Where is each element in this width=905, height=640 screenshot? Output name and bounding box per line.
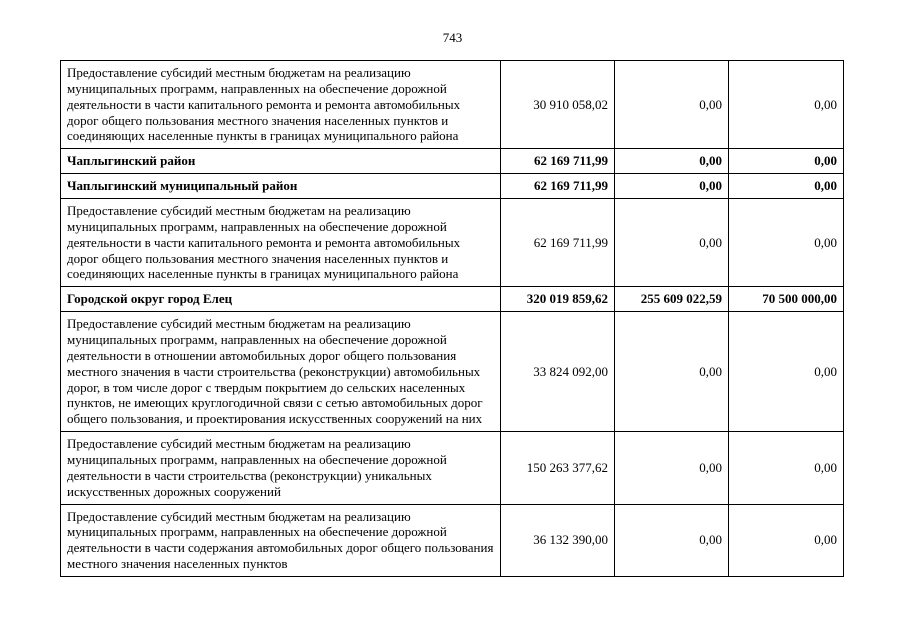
row-value: 62 169 711,99 bbox=[501, 174, 615, 199]
row-value: 0,00 bbox=[615, 504, 729, 576]
row-value: 33 824 092,00 bbox=[501, 312, 615, 432]
row-label: Предоставление субсидий местным бюджетам на реализацию муниципальных программ, направленных на обеспечение дорожной деятельности в части капитального ремонта и ремонта автомобильных дорог общего пользования местного значения населенных пунктов и соединяющих населенные пункты в границах муниципального района bbox=[61, 61, 501, 149]
row-value: 36 132 390,00 bbox=[501, 504, 615, 576]
row-label: Городской округ город Елец bbox=[61, 287, 501, 312]
row-value: 0,00 bbox=[729, 504, 844, 576]
row-label: Предоставление субсидий местным бюджетам на реализацию муниципальных программ, направленных на обеспечение дорожной деятельности в отношении автомобильных дорог общего пользования местного значения в части строительства (реконструкции) автомобильных дорог, в том числе дорог с твердым покрытием до сельских населенных пунктов, не имеющих круглогодичной связи с сетью автомобильных дорог общего пользования, и проектирования искусственных сооружений на них bbox=[61, 312, 501, 432]
row-value: 0,00 bbox=[729, 199, 844, 287]
table-row bbox=[61, 199, 844, 287]
row-value: 0,00 bbox=[729, 61, 844, 149]
row-label: Чаплыгинский муниципальный район bbox=[61, 174, 501, 199]
row-value: 0,00 bbox=[615, 174, 729, 199]
row-value: 0,00 bbox=[615, 199, 729, 287]
row-value: 0,00 bbox=[615, 149, 729, 174]
row-value: 0,00 bbox=[615, 61, 729, 149]
table-row bbox=[61, 61, 844, 149]
table-row-district-total bbox=[61, 149, 844, 174]
row-label: Чаплыгинский район bbox=[61, 149, 501, 174]
row-value: 0,00 bbox=[615, 312, 729, 432]
row-value: 150 263 377,62 bbox=[501, 432, 615, 504]
page-number: 743 bbox=[442, 30, 463, 45]
row-value: 70 500 000,00 bbox=[729, 287, 844, 312]
row-value: 62 169 711,99 bbox=[501, 199, 615, 287]
row-label: Предоставление субсидий местным бюджетам на реализацию муниципальных программ, направленных на обеспечение дорожной деятельности в части капитального ремонта и ремонта автомобильных дорог общего пользования местного значения населенных пунктов и соединяющих населенные пункты в границах муниципального района bbox=[61, 199, 501, 287]
row-label: Предоставление субсидий местным бюджетам на реализацию муниципальных программ, направленных на обеспечение дорожной деятельности в части строительства (реконструкции) уникальных искусственных дорожных сооружений bbox=[61, 432, 501, 504]
row-value: 0,00 bbox=[729, 174, 844, 199]
row-value: 0,00 bbox=[615, 432, 729, 504]
budget-table bbox=[60, 60, 844, 577]
row-value: 0,00 bbox=[729, 312, 844, 432]
row-value: 255 609 022,59 bbox=[615, 287, 729, 312]
table-row bbox=[61, 504, 844, 576]
row-value: 62 169 711,99 bbox=[501, 149, 615, 174]
table-row bbox=[61, 312, 844, 432]
row-value: 0,00 bbox=[729, 149, 844, 174]
row-label: Предоставление субсидий местным бюджетам на реализацию муниципальных программ, направленных на обеспечение дорожной деятельности в части содержания автомобильных дорог общего пользования местного значения населенных пунктов bbox=[61, 504, 501, 576]
row-value: 30 910 058,02 bbox=[501, 61, 615, 149]
row-value: 0,00 bbox=[729, 432, 844, 504]
table-row-city-total bbox=[61, 287, 844, 312]
table-row-district-total bbox=[61, 174, 844, 199]
row-value: 320 019 859,62 bbox=[501, 287, 615, 312]
table-row bbox=[61, 432, 844, 504]
